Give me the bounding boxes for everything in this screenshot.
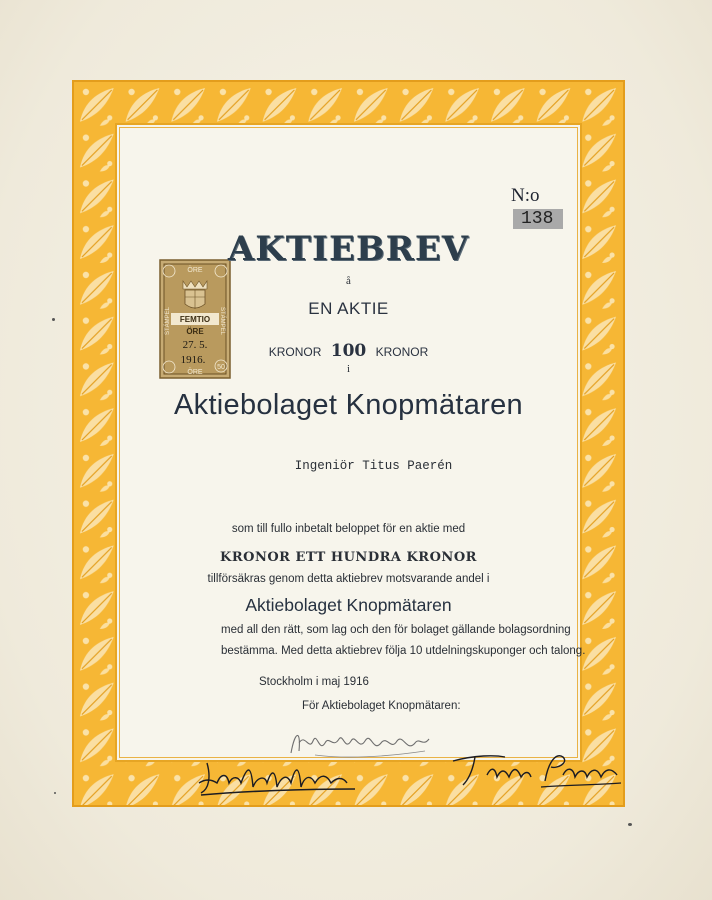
line-a: å (346, 275, 351, 287)
stamp-side-text-left: STÄMPEL (165, 306, 171, 336)
stamp-bottom-text: ÖRE (187, 369, 203, 376)
stamp-value: 50 (217, 364, 225, 371)
kronor-right: KRONOR (375, 345, 429, 359)
paper-speck (54, 792, 56, 794)
certificate-title: AKTIEBREV (227, 229, 470, 269)
holder-name: Ingeniör Titus Paerén (294, 459, 453, 473)
number-label: N:o (511, 185, 540, 206)
paper-speck (628, 823, 632, 826)
company-name-large: Aktiebolaget Knopmätaren (174, 389, 523, 421)
stamp-date: 27. 5. (182, 339, 208, 351)
stamp-year: 1916. (180, 354, 206, 366)
line-i: i (346, 363, 351, 375)
certificate-body (115, 123, 586, 762)
signature-right (445, 745, 625, 793)
amount-in-words: KRONOR ETT HUNDRA KRONOR (220, 550, 477, 565)
number-value: 138 (513, 209, 563, 229)
coupons-text: bestämma. Med detta aktiebrev följa 10 utdelningskuponger och talong. (221, 645, 586, 657)
stamp-top-text: ÖRE (187, 267, 203, 274)
amount-line (117, 341, 580, 361)
assurance-text: tillförsäkras genom detta aktiebrev motsvarande andel i (207, 573, 490, 585)
kronor-amount: 100 (330, 341, 367, 361)
line-en-aktie: EN AKTIE (308, 299, 389, 318)
holder-name-line (117, 459, 580, 473)
stamp-side-text-right: STÄMPEL (219, 306, 225, 336)
paper-speck (52, 318, 55, 321)
stamp-femtio: FEMTIO (179, 315, 211, 324)
paid-text: som till fullo inbetalt beloppet för en aktie med (231, 523, 466, 535)
rights-text: med all den rätt, som lag och den för bolaget gällande bolagsordning (221, 624, 571, 636)
company-name-medium: Aktiebolaget Knopmätaren (245, 595, 452, 615)
kronor-left: KRONOR (268, 345, 322, 359)
stamp-ore: ÖRE (186, 327, 204, 336)
signature-left (195, 753, 360, 801)
for-company-label: För Aktiebolaget Knopmätaren: (302, 700, 461, 712)
certificate-number (511, 185, 580, 229)
ornamental-border (72, 80, 625, 807)
place-date: Stockholm i maj 1916 (259, 676, 369, 688)
